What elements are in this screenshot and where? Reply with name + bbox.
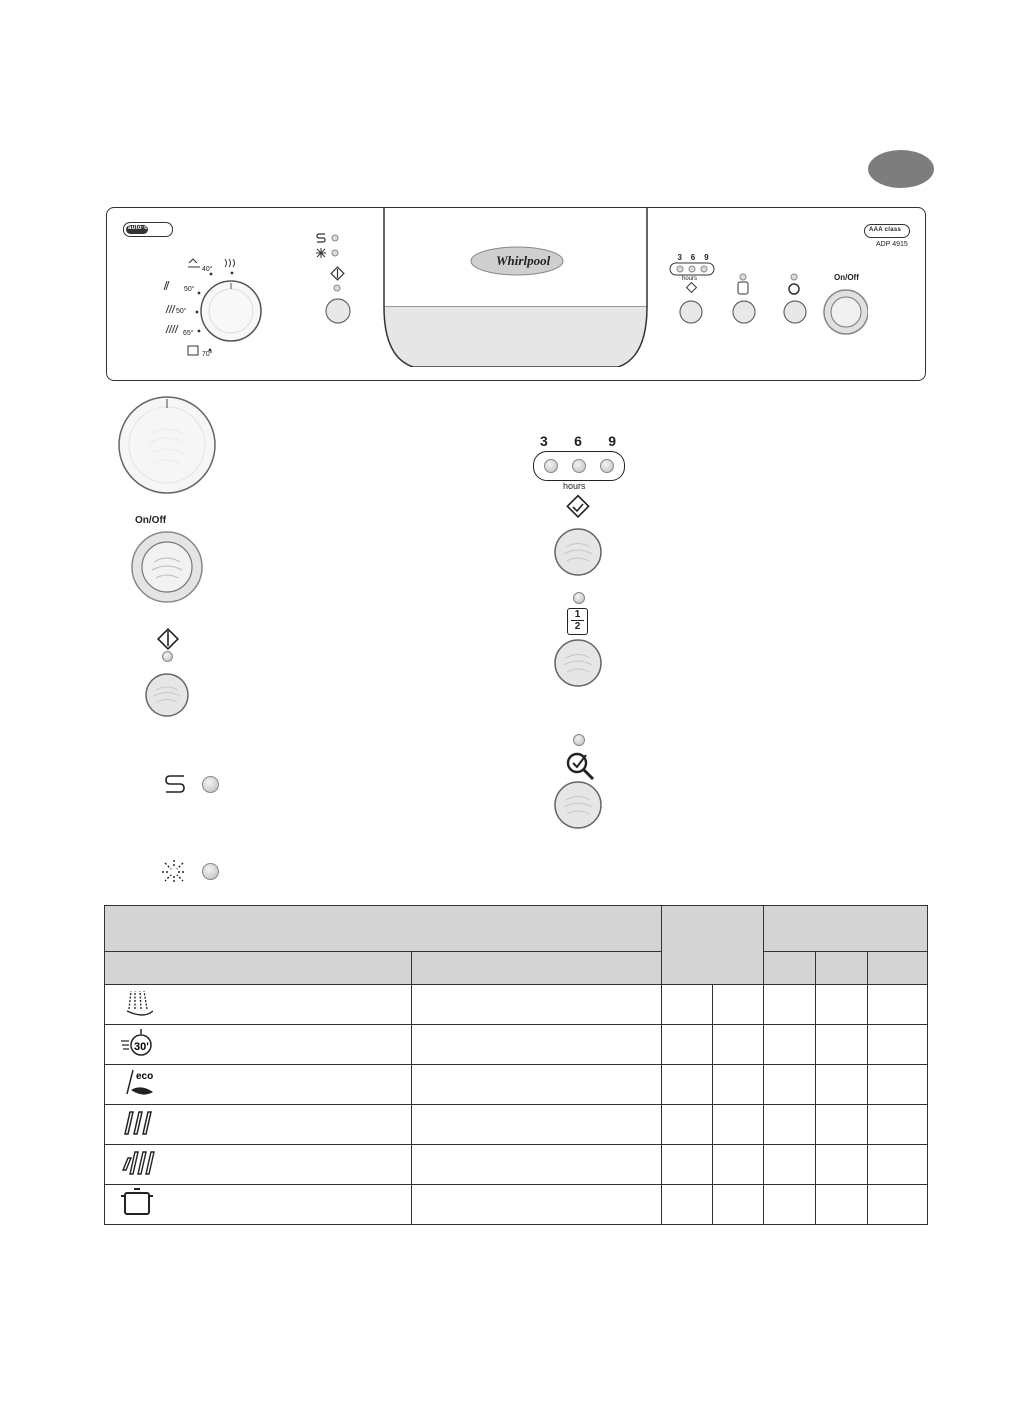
panel-onoff-label: On/Off — [834, 273, 859, 282]
table-row — [105, 985, 928, 1025]
delay-9h-light — [600, 459, 614, 473]
table-row — [105, 1065, 928, 1105]
autoclean-badge: auto·clean — [123, 222, 173, 237]
svg-text:30': 30' — [134, 1041, 149, 1053]
rapid-30-icon — [119, 1027, 159, 1057]
delay-3h-light — [544, 459, 558, 473]
table-row — [105, 1185, 928, 1225]
pot-icon — [119, 1186, 159, 1218]
delay-indicator-panel — [533, 451, 625, 481]
half-load-icon: 1 2 — [567, 608, 588, 635]
delay-start-button[interactable] — [553, 527, 603, 577]
normal-icon — [119, 1106, 159, 1138]
model-number: ADP 4915 — [876, 241, 908, 248]
delay-start-icon — [565, 494, 591, 520]
table-subheader-5 — [868, 952, 928, 985]
table-row — [105, 1105, 928, 1145]
half-load-button[interactable] — [553, 638, 603, 688]
delay-6h-light — [572, 459, 586, 473]
svg-text:eco: eco — [136, 1071, 154, 1082]
brand-logo: Whirlpool — [496, 253, 551, 268]
prewash-icon — [119, 987, 153, 1017]
eco-icon — [119, 1066, 159, 1098]
start-icon — [156, 627, 180, 651]
hours-label: hours — [563, 481, 586, 491]
table-header-group-2 — [662, 906, 764, 985]
programme-table — [104, 905, 928, 1225]
panel-delay-hours: 3 6 9 — [677, 253, 709, 262]
table-row — [105, 1025, 928, 1065]
energy-class-badge: AAA class — [864, 224, 910, 238]
program-dial[interactable] — [116, 394, 218, 496]
multifunction-indicator-light — [573, 734, 585, 746]
rinse-aid-indicator-light — [202, 863, 219, 880]
dishwasher-door — [383, 207, 648, 367]
multifunction-button[interactable] — [553, 780, 603, 830]
table-subheader-2 — [412, 952, 662, 985]
salt-refill-icon — [162, 772, 188, 794]
delay-hours-labels: 3 6 9 — [540, 433, 616, 449]
table-header-programme — [105, 906, 662, 952]
section-tab-marker — [868, 150, 934, 188]
salt-indicator-light — [202, 776, 219, 793]
table-subheader-1 — [105, 952, 412, 985]
table-subheader-4 — [816, 952, 868, 985]
panel-indicators — [315, 230, 355, 325]
multifunction-tablet-icon — [564, 750, 600, 782]
panel-program-dial — [155, 255, 285, 365]
start-button[interactable] — [144, 672, 190, 718]
onoff-button[interactable] — [130, 530, 204, 604]
onoff-label: On/Off — [135, 515, 167, 526]
rinse-aid-icon — [160, 858, 188, 886]
half-load-indicator-light — [573, 592, 585, 604]
table-subheader-3 — [764, 952, 816, 985]
intensive-icon — [119, 1146, 159, 1178]
table-header-group-3 — [764, 906, 928, 952]
table-row — [105, 1145, 928, 1185]
start-indicator-light — [162, 651, 173, 662]
